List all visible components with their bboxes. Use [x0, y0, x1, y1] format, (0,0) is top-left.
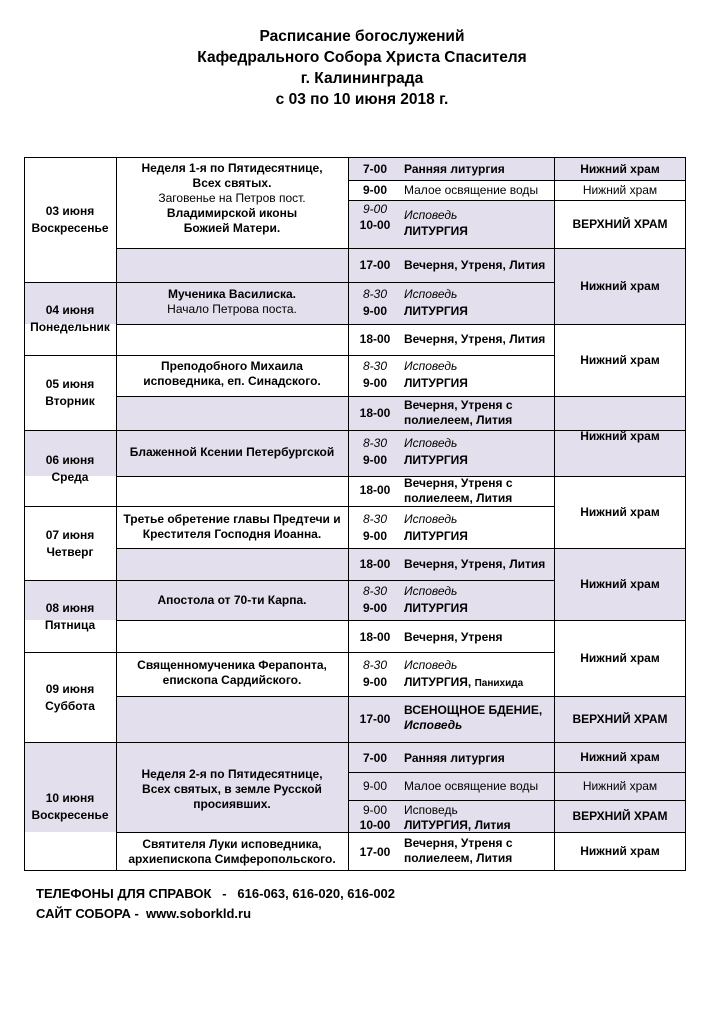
- service-time: 17-00: [359, 258, 391, 272]
- footer-site: САЙТ СОБОРА - www.soborkld.ru: [36, 906, 252, 921]
- church-label: Нижний храм: [582, 778, 658, 793]
- service-name: Малое освящение воды: [404, 779, 539, 793]
- feast-cell: [116, 658, 348, 688]
- day-weekday: Вторник: [45, 394, 95, 408]
- feast-line: Неделя 2-я по Пятидесятнице,: [141, 767, 323, 781]
- service-time: 18-00: [359, 332, 391, 346]
- feast-line: Мученика Василиска.: [167, 287, 297, 301]
- service-time: 18-00: [359, 406, 391, 420]
- feast-line: Всех святых, в земле Русской: [142, 782, 322, 796]
- day-weekday: Воскресенье: [31, 221, 109, 235]
- service-time: 17-00: [359, 712, 391, 726]
- day-weekday: Воскресенье: [31, 807, 109, 822]
- service-time: 9-00: [362, 376, 388, 390]
- service-name: Ранняя литургия: [404, 162, 505, 176]
- service-time: 9-00: [362, 779, 388, 793]
- church-label: Нижний храм: [580, 843, 660, 858]
- service-name: Малое освящение воды: [404, 183, 539, 197]
- day-cell: [24, 431, 116, 506]
- church-label: ВЕРХНИЙ ХРАМ: [572, 216, 668, 231]
- day-weekday: Суббота: [45, 698, 95, 713]
- service-time: 9-00: [362, 304, 388, 318]
- day-cell: [24, 283, 116, 355]
- service-name: Вечерня, Утреня, Лития: [404, 557, 546, 571]
- feast-cell: [116, 767, 348, 812]
- feast-line: Третье обретение главы Предтечи и: [123, 512, 341, 526]
- service-name: ЛИТУРГИЯ: [404, 601, 468, 615]
- service-time: 9-00: [362, 803, 388, 817]
- service-time: 8-30: [362, 436, 388, 450]
- feast-line: Священномученика Ферапонта,: [137, 658, 327, 672]
- feast-cell: [116, 359, 348, 389]
- feast-line: Неделя 1-я по Пятидесятнице,: [141, 161, 323, 175]
- service-name: ЛИТУРГИЯ: [404, 453, 468, 467]
- service-name: Вечерня, Утреня: [404, 630, 503, 644]
- church-label: ВЕРХНИЙ ХРАМ: [572, 711, 668, 726]
- day-date: 10 июня: [45, 790, 95, 805]
- feast-line: Апостола от 70-ти Карпа.: [157, 593, 307, 607]
- church-label: Нижний храм: [580, 352, 660, 367]
- feast-line: архиепископа Симферопольского.: [128, 852, 336, 866]
- service-time: 8-30: [362, 584, 388, 598]
- day-weekday: Пятница: [44, 617, 96, 632]
- service-name: ЛИТУРГИЯ, Лития: [404, 818, 511, 832]
- service-name: ЛИТУРГИЯ, Панихида: [404, 675, 524, 689]
- service-time: 8-30: [362, 287, 388, 301]
- church-label: ВЕРХНИЙ ХРАМ: [572, 808, 668, 823]
- feast-line: епископа Сардийского.: [162, 673, 302, 687]
- day-date: 07 июня: [45, 527, 95, 542]
- feast-line: Начало Петрова поста.: [167, 302, 297, 316]
- feast-cell: [116, 837, 348, 867]
- service-panikhida: Панихида: [474, 678, 524, 689]
- service-time: 10-00: [359, 218, 391, 232]
- feast-cell: [116, 512, 348, 542]
- feast-line: Крестителя Господня Иоанна.: [142, 527, 322, 541]
- service-name: ЛИТУРГИЯ: [404, 376, 468, 390]
- service-name: Исповедь: [404, 208, 458, 222]
- border: [348, 157, 349, 871]
- day-cell: [24, 356, 116, 430]
- service-time: 7-00: [362, 162, 388, 176]
- church-label: Нижний храм: [580, 278, 660, 293]
- service-time: 9-00: [362, 183, 388, 197]
- title-line-1: Расписание богослужений: [259, 28, 465, 45]
- service-name: Вечерня, Утреня с: [404, 836, 513, 850]
- feast-line: Преподобного Михаила: [161, 359, 303, 373]
- service-name: Исповедь: [404, 287, 458, 301]
- day-cell: [24, 581, 116, 652]
- service-liturgy: ЛИТУРГИЯ: [404, 675, 468, 689]
- service-name: Вечерня, Утреня, Лития: [404, 258, 546, 272]
- service-name: Вечерня, Утреня, Лития: [404, 332, 546, 346]
- service-name: ЛИТУРГИЯ: [404, 529, 468, 543]
- day-cell: [24, 653, 116, 742]
- service-time: 9-00: [362, 601, 388, 615]
- feast-line: Блаженной Ксении Петербургской: [129, 445, 335, 459]
- service-time: 8-30: [362, 359, 388, 373]
- feast-line: Всех святых.: [192, 176, 272, 190]
- service-name: полиелеем, Лития: [404, 851, 513, 865]
- border: [24, 870, 686, 871]
- feast-line: исповедника, еп. Синадского.: [143, 374, 321, 388]
- service-name: полиелеем, Лития: [404, 413, 513, 427]
- service-name: Исповедь: [404, 436, 458, 450]
- service-time: 18-00: [359, 483, 391, 497]
- service-time: 10-00: [359, 818, 391, 832]
- day-date: 03 июня: [45, 204, 95, 218]
- day-cell: [24, 743, 116, 870]
- border: [116, 696, 554, 697]
- footer-phones: ТЕЛЕФОНЫ ДЛЯ СПРАВОК - 616-063, 616-020, 616-002: [36, 886, 396, 901]
- feast-line: Святителя Луки исповедника,: [142, 837, 322, 851]
- church-label: Нижний храм: [580, 750, 660, 764]
- feast-line: просиявших.: [193, 797, 271, 811]
- feast-line: Владимирской иконы: [166, 206, 298, 220]
- feast-cell: [116, 445, 348, 460]
- service-time: 8-30: [362, 512, 388, 526]
- day-cell: [24, 158, 116, 282]
- service-name: Ранняя литургия: [404, 751, 505, 765]
- service-name: ВСЕНОЩНОЕ БДЕНИЕ,: [404, 703, 543, 717]
- service-name: Исповедь: [404, 803, 458, 817]
- church-label: Нижний храм: [580, 428, 660, 443]
- service-name: Исповедь: [404, 512, 458, 526]
- service-name: Вечерня, Утреня с: [404, 398, 513, 412]
- day-weekday: Понедельник: [30, 320, 110, 334]
- church-label: Нижний храм: [580, 504, 660, 519]
- service-time: 18-00: [359, 630, 391, 644]
- service-name: ЛИТУРГИЯ: [404, 304, 468, 318]
- day-date: 08 июня: [45, 600, 95, 615]
- title-line-3: г. Калининграда: [300, 70, 424, 87]
- church-label: Нижний храм: [580, 650, 660, 665]
- day-weekday: Четверг: [46, 544, 94, 559]
- day-weekday: Среда: [51, 469, 89, 484]
- service-time: 7-00: [362, 751, 388, 765]
- border: [116, 324, 554, 325]
- feast-cell: [116, 593, 348, 608]
- service-name: Исповедь: [404, 718, 463, 732]
- service-time: 9-00: [362, 675, 388, 689]
- service-name: Исповедь: [404, 359, 458, 373]
- day-date: 05 июня: [45, 377, 95, 391]
- service-name: Исповедь: [404, 658, 458, 672]
- service-time: 9-00: [362, 529, 388, 543]
- feast-cell: [116, 287, 348, 317]
- title-line-2: Кафедрального Собора Христа Спасителя: [197, 49, 527, 66]
- service-time: 17-00: [359, 845, 391, 859]
- title-line-4: с 03 по 10 июня 2018 г.: [275, 91, 449, 108]
- footer: [36, 884, 395, 924]
- day-date: 09 июня: [45, 681, 95, 696]
- service-time: 9-00: [362, 453, 388, 467]
- service-name: ЛИТУРГИЯ: [404, 224, 468, 238]
- day-cell: [24, 507, 116, 580]
- service-name: Вечерня, Утреня с: [404, 476, 513, 490]
- day-date: 06 июня: [45, 452, 95, 467]
- service-time: 9-00: [362, 202, 388, 216]
- feast-line: Заговенье на Петров пост.: [158, 191, 306, 205]
- feast-cell: [116, 161, 348, 236]
- service-name: Исповедь: [404, 584, 458, 598]
- feast-line: Божией Матери.: [183, 221, 281, 235]
- church-label: Нижний храм: [580, 161, 660, 176]
- church-label: Нижний храм: [582, 182, 658, 197]
- day-date: 04 июня: [45, 303, 95, 317]
- church-label: Нижний храм: [580, 576, 660, 591]
- service-name: полиелеем, Лития: [404, 491, 513, 505]
- service-time: 8-30: [362, 658, 388, 672]
- service-time: 18-00: [359, 557, 391, 571]
